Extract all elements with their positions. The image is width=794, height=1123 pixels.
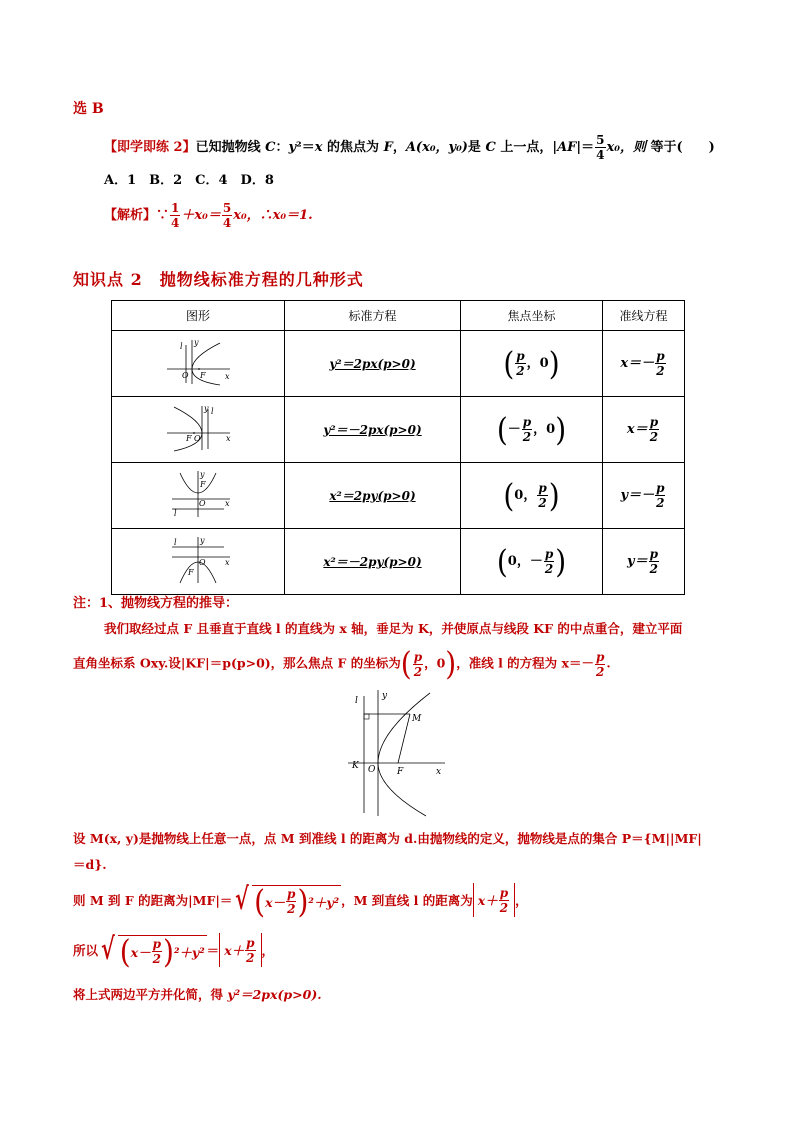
svg-text:x: x	[436, 767, 442, 777]
fraction: $\frac{5}{4}$	[222, 201, 232, 230]
parabola-left-graph	[162, 403, 234, 453]
practice-question: 【即学即练 2】已知抛物线 C：y²＝x 的焦点为 F，A(x₀，y₀)是 C 上一点，|AF|＝ $\frac{5}{4}$ x₀，则 等于( )	[104, 133, 715, 162]
fraction: $\frac{1}{4}$	[171, 201, 180, 230]
directrix-cell: x＝ $\frac{p}{2}$	[603, 397, 685, 463]
svg-text:O: O	[199, 558, 206, 567]
svg-text:y: y	[200, 536, 205, 545]
svg-text:l: l	[180, 342, 183, 351]
note-paragraph-4: 所以 √ ( x－ $\frac{p}{2}$ ) ²＋y² ＝ x＋ $\frac{p}{2}$ ，	[73, 931, 275, 970]
table-row	[112, 463, 685, 529]
svg-text:O: O	[368, 765, 376, 775]
section-title: 知识点 2 抛物线标准方程的几种形式	[73, 270, 364, 289]
focus-cell: (0， $\frac{p}{2}$ )	[461, 463, 603, 529]
svg-text:M: M	[412, 714, 422, 724]
note-paragraph-2b: ＝d}.	[73, 857, 107, 872]
graph-cell	[112, 463, 285, 529]
table-row	[112, 529, 685, 595]
directrix-cell: y＝ $\frac{p}{2}$	[603, 529, 685, 595]
svg-text:l: l	[174, 538, 177, 547]
svg-text:y: y	[204, 404, 209, 413]
svg-text:F: F	[200, 480, 206, 489]
fraction: $\frac{5}{4}$	[596, 133, 605, 162]
parabola-right-graph	[162, 337, 234, 387]
table-row	[112, 397, 685, 463]
svg-text:l: l	[211, 407, 214, 416]
svg-text:x: x	[225, 558, 230, 567]
note-paragraph-5: 将上式两边平方并化简，得 y²＝2px(p>0).	[73, 987, 322, 1002]
equation-cell: y²＝－2px(p>0)	[285, 397, 461, 463]
note-paragraph-1b: 直角坐标系 Oxy.设|KF|＝p(p>0)，那么焦点 F 的坐标为( $\frac{p}{2}$ ，0)，准线 l 的方程为 x＝－ $\frac{p}{2}$ .	[73, 644, 611, 683]
practice-options: A．1 B．2 C．4 D．8	[104, 173, 274, 188]
svg-text:x: x	[225, 499, 230, 508]
svg-text:F: F	[397, 767, 404, 777]
equation-cell: y²＝2px(p>0)	[285, 331, 461, 397]
graph-cell	[112, 529, 285, 595]
svg-text:O: O	[199, 499, 206, 508]
svg-text:x: x	[226, 434, 231, 443]
solution-tag: 【解析】	[104, 208, 157, 223]
svg-text:F: F	[188, 568, 194, 577]
header-figure: 图形	[112, 301, 285, 331]
graph-cell	[112, 397, 285, 463]
svg-text:O: O	[182, 371, 189, 380]
derivation-figure	[340, 688, 450, 818]
note-paragraph-3: 则 M 到 F 的距离为|MF|＝ √ ( x－ $\frac{p}{2}$ ) ²＋y² ，M 到直线 l 的距离为 x＋ $\frac{p}{2}$ ，	[73, 881, 528, 920]
directrix-cell: x＝－ $\frac{p}{2}$	[603, 331, 685, 397]
svg-text:K: K	[352, 761, 359, 771]
equation-cell: x²＝－2py(p>0)	[285, 529, 461, 595]
note-title: 注：1、抛物线方程的推导：	[73, 596, 239, 611]
parabola-down-graph	[162, 535, 234, 585]
svg-text:y: y	[200, 470, 205, 479]
table-row	[112, 331, 685, 397]
svg-text:l: l	[355, 696, 358, 706]
standard-forms-table	[111, 300, 685, 595]
equation-cell: x²＝2py(p>0)	[285, 463, 461, 529]
svg-text:y: y	[194, 338, 199, 347]
practice-tag: 【即学即练 2】	[104, 140, 196, 155]
svg-text:F: F	[200, 371, 206, 380]
note-paragraph-1a: 我们取经过点 F 且垂直于直线 l 的直线为 x 轴，垂足为 K，并使原点与线段 KF 的中点重合，建立平面	[104, 621, 683, 636]
note-paragraph-2a: 设 M(x, y)是抛物线上任意一点，点 M 到准线 l 的距离为 d.由抛物线的定义，抛物线是点的集合 P＝{M||MF|	[73, 831, 702, 846]
header-equation: 标准方程	[285, 301, 461, 331]
directrix-cell: y＝－ $\frac{p}{2}$	[603, 463, 685, 529]
answer-line: 选 B	[73, 101, 104, 117]
solution-line: 【解析】∵ $\frac{1}{4}$ ＋x₀＝ $\frac{5}{4}$ x₀，∴x₀＝1.	[104, 201, 313, 230]
svg-text:F: F	[186, 434, 192, 443]
header-directrix: 准线方程	[603, 301, 685, 331]
parabola-up-graph	[162, 469, 234, 519]
focus-cell: ( $\frac{p}{2}$ ，0)	[461, 331, 603, 397]
svg-text:y: y	[382, 691, 388, 701]
svg-text:x: x	[225, 372, 230, 381]
table-header-row	[112, 301, 685, 331]
graph-cell	[112, 331, 285, 397]
header-focus: 焦点坐标	[461, 301, 603, 331]
focus-cell: (－ $\frac{p}{2}$ ，0)	[461, 397, 603, 463]
svg-text:O: O	[194, 434, 201, 443]
svg-text:l: l	[174, 509, 177, 518]
focus-cell: (0，－ $\frac{p}{2}$ )	[461, 529, 603, 595]
